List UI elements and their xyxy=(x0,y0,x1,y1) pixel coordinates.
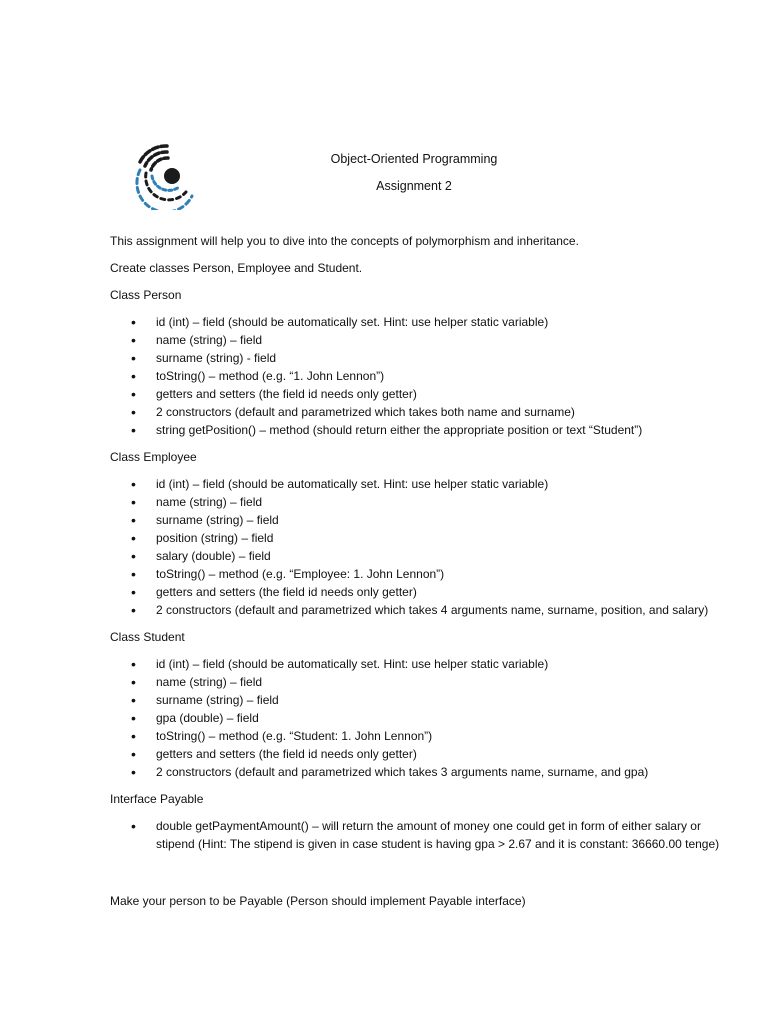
list-item: • 2 constructors (default and parametrized which takes 3 arguments name, surname, and gpa) xyxy=(110,763,730,781)
list-item: • name (string) – field xyxy=(110,331,730,349)
payable-list xyxy=(110,817,730,853)
list-item: • gpa (double) – field xyxy=(110,709,730,727)
section-title-student: Class Student xyxy=(110,630,185,644)
list-item: • surname (string) - field xyxy=(110,349,730,367)
person-list xyxy=(110,313,730,439)
intro-paragraph: This assignment will help you to dive into the concepts of polymorphism and inheritance. xyxy=(110,234,579,248)
list-item: • name (string) – field xyxy=(110,673,730,691)
list-item: • 2 constructors (default and parametrized which takes both name and surname) xyxy=(110,403,730,421)
list-item: • string getPosition() – method (should return either the appropriate position or text “Student”) xyxy=(110,421,730,439)
assignment-title: Assignment 2 xyxy=(376,179,452,193)
list-item: • salary (double) – field xyxy=(110,547,730,565)
list-item: • getters and setters (the field id needs only getter) xyxy=(110,385,730,403)
list-item: • getters and setters (the field id needs only getter) xyxy=(110,745,730,763)
list-item: • toString() – method (e.g. “Employee: 1. John Lennon”) xyxy=(110,565,730,583)
list-item: • id (int) – field (should be automatically set. Hint: use helper static variable) xyxy=(110,313,730,331)
closing-paragraph: Make your person to be Payable (Person should implement Payable interface) xyxy=(110,894,526,908)
course-title: Object-Oriented Programming xyxy=(330,152,498,166)
employee-list xyxy=(110,475,730,619)
task-paragraph: Create classes Person, Employee and Student. xyxy=(110,261,363,275)
list-item: • name (string) – field xyxy=(110,493,730,511)
assignment-body xyxy=(110,232,730,919)
list-item: • getters and setters (the field id needs only getter) xyxy=(110,583,730,601)
list-item: • id (int) – field (should be automatically set. Hint: use helper static variable) xyxy=(110,475,730,493)
list-item: • toString() – method (e.g. “1. John Lennon”) xyxy=(110,367,730,385)
student-list xyxy=(110,655,730,781)
section-title-person: Class Person xyxy=(110,288,182,302)
list-item: • surname (string) – field xyxy=(110,691,730,709)
section-title-payable: Interface Payable xyxy=(110,792,204,806)
section-title-employee: Class Employee xyxy=(110,450,197,464)
list-item: • id (int) – field (should be automatically set. Hint: use helper static variable) xyxy=(110,655,730,673)
list-item: • 2 constructors (default and parametrized which takes 4 arguments name, surname, position, and salary) xyxy=(110,601,730,619)
list-item: • position (string) – field xyxy=(110,529,730,547)
list-item: • surname (string) – field xyxy=(110,511,730,529)
list-item: • toString() – method (e.g. “Student: 1. John Lennon”) xyxy=(110,727,730,745)
list-item: • double getPaymentAmount() – will return the amount of money one could get in form of either salary or stipend (Hint: The stipend is given in case student is having gpa > 2.67 and it is constant: 36660.00 tenge) xyxy=(110,817,730,853)
